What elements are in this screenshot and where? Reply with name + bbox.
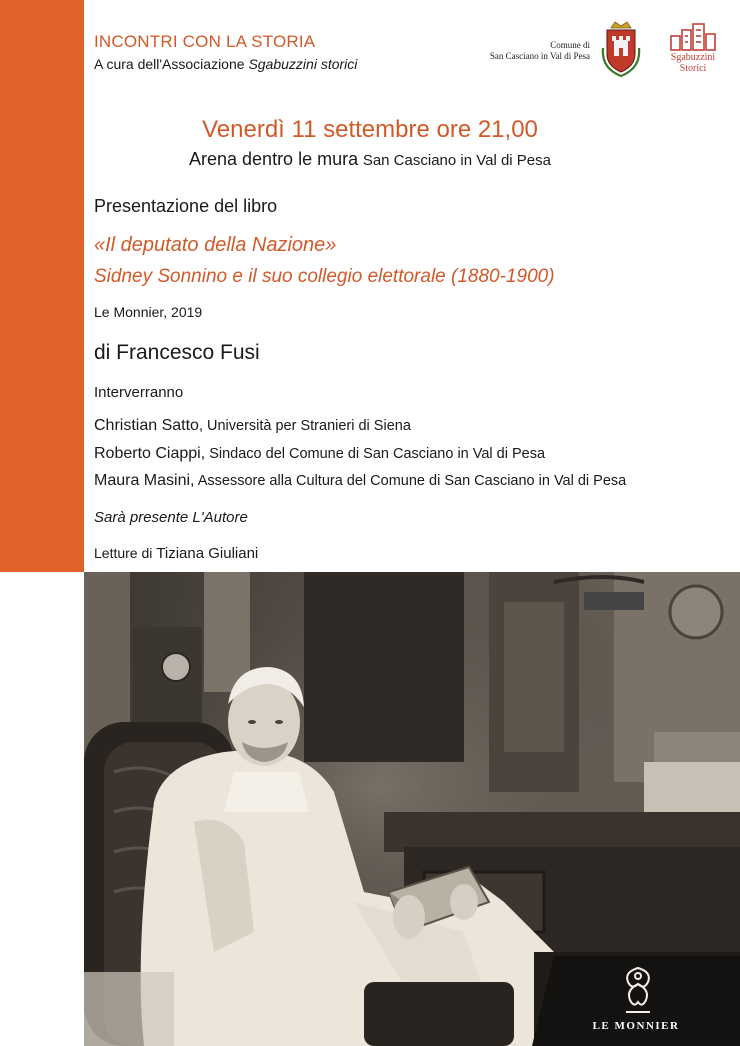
readings-name: Tiziana Giuliani	[156, 545, 259, 562]
speaker-name: Roberto Ciappi,	[94, 445, 206, 462]
comune-line-2: San Casciano in Val di Pesa	[489, 51, 590, 61]
speaker-item	[94, 417, 411, 435]
speakers-intro: Interverranno	[94, 384, 184, 401]
book-subtitle: Sidney Sonnino e il suo collegio elettorale (1880-1900)	[94, 266, 555, 287]
author-line: di Francesco Fusi	[94, 341, 260, 364]
speaker-name: Christian Satto	[94, 417, 199, 434]
comune-line-1: Comune di	[550, 40, 590, 50]
series-curator	[94, 56, 357, 72]
comune-label	[478, 40, 590, 62]
sgabuzzini-line-1: Sgabuzzini	[670, 52, 716, 63]
speaker-item	[94, 445, 545, 463]
speaker-name: Maura Masini,	[94, 472, 195, 489]
sgabuzzini-buildings-icon	[667, 22, 719, 52]
speaker-role: Sindaco del Comune di San Casciano in Val di Pesa	[205, 446, 546, 462]
le-monnier-monogram-icon	[618, 964, 658, 1016]
comune-crest-icon	[597, 18, 645, 78]
sgabuzzini-logo	[664, 22, 722, 74]
venue-main: Arena dentro le mura	[189, 149, 359, 169]
event-venue	[0, 149, 740, 170]
presentation-label: Presentazione del libro	[94, 196, 278, 216]
series-header	[94, 32, 357, 72]
publisher-year: Le Monnier, 2019	[94, 304, 203, 320]
orange-side-band	[0, 0, 84, 572]
series-curator-name: Sgabuzzini storici	[248, 56, 358, 72]
readings-prefix: Letture di	[94, 545, 157, 561]
event-date: Venerdì 11 settembre ore 21,00	[202, 116, 538, 143]
series-title: INCONTRI CON LA STORIA	[94, 32, 316, 51]
le-monnier-name: LE MONNIER	[592, 1020, 680, 1032]
speaker-role: , Università per Stranieri di Siena	[198, 418, 411, 434]
author-present-note: Sarà presente L'Autore	[94, 509, 248, 526]
venue-place: San Casciano in Val di Pesa	[362, 152, 551, 169]
speaker-role: Assessore alla Cultura del Comune di San Casciano in Val di Pesa	[194, 473, 627, 489]
speaker-item	[94, 472, 626, 490]
readings-line	[94, 545, 258, 562]
book-title: «Il deputato della Nazione»	[94, 234, 337, 256]
sgabuzzini-line-2: Storici	[679, 63, 707, 74]
series-curator-prefix: A cura dell'Associazione	[94, 56, 249, 72]
le-monnier-logo	[532, 956, 740, 1046]
